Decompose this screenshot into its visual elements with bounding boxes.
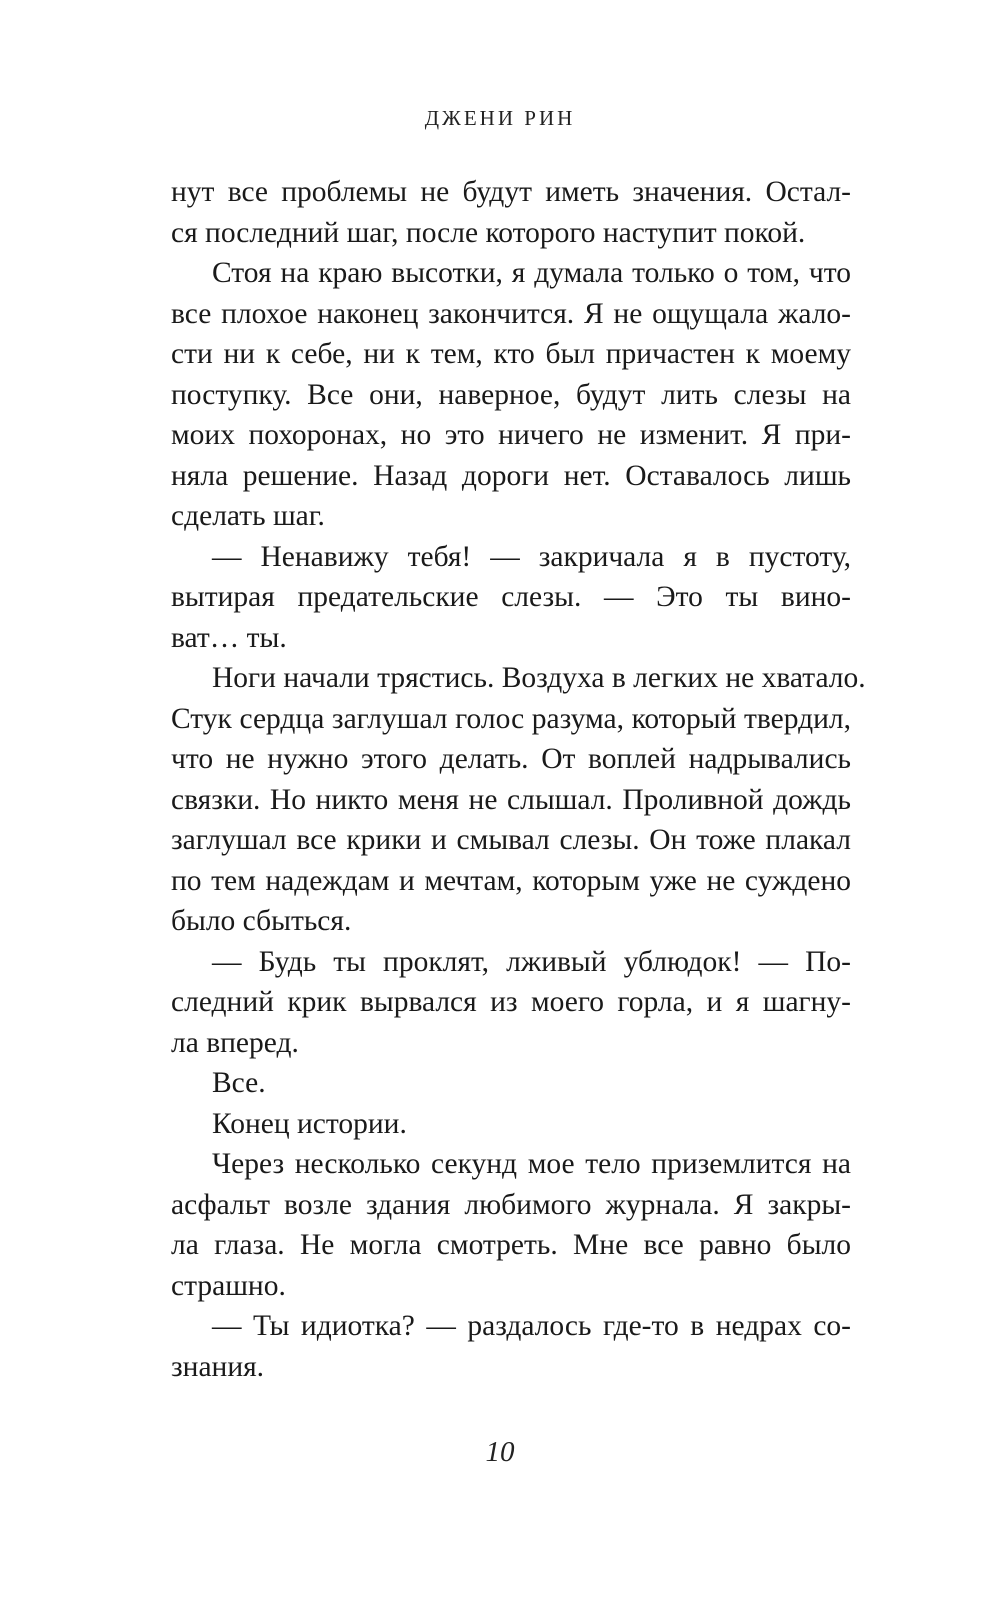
text-line: следний крик вырвался из моего горла, и я шагну- [171,986,851,1018]
text-line: Через несколько секунд мое тело приземлится на [212,1148,851,1180]
text-line: сти ни к себе, ни к тем, кто был причастен к моему [171,338,851,370]
text-line: вытирая предательские слезы. — Это ты вино- [171,581,851,613]
text-line: было сбыться. [171,905,352,937]
text-line: Все. [212,1067,266,1099]
page-number: 10 [485,1436,515,1468]
text-line: няла решение. Назад дороги нет. Оставалось лишь [171,459,851,492]
text-line: заглушал все крики и смывал слезы. Он тоже плакал [171,824,851,856]
text-line: ват… ты. [171,621,287,654]
text-line: Стук сердца заглушал голос разума, который твердил, [171,702,851,735]
text-line: асфальт возле здания любимого журнала. Я закры- [171,1188,851,1221]
body-text [171,172,866,1387]
text-line: ся последний шаг, после которого наступит покой. [171,216,806,249]
text-line: — Ты идиотка? — раздалось где-то в недрах со- [212,1310,851,1342]
text-line: сделать шаг. [171,500,325,532]
text-line: по тем надеждам и мечтам, которым уже не суждено [171,864,851,897]
text-line: Стоя на краю высотки, я думала только о том, что [212,257,851,289]
text-line: связки. Но никто меня не слышал. Проливной дождь [171,783,851,816]
text-line: ла глаза. Не могла смотреть. Мне все равно было [171,1229,851,1261]
running-head: ДЖЕНИ РИН [424,106,576,130]
text-line: — Ненавижу тебя! — закричала я в пустоту, [212,540,851,573]
text-line: Конец истории. [212,1107,407,1140]
text-line: моих похоронах, но это ничего не изменит. Я при- [171,419,851,451]
text-line: знания. [171,1350,265,1383]
text-line: поступку. Все они, наверное, будут лить слезы на [171,378,851,411]
text-line: — Будь ты проклят, лживый ублюдок! — По- [212,945,851,978]
text-line: что не нужно этого делать. От воплей надрывались [171,743,851,775]
text-line: ла вперед. [171,1026,299,1059]
text-line: все плохое наконец закончится. Я не ощущала жало- [171,297,851,330]
text-line: Ноги начали трястись. Воздуха в легких не хватало. [212,662,866,694]
text-line: нут все проблемы не будут иметь значения. Остал- [171,176,851,208]
text-line: страшно. [171,1269,286,1302]
